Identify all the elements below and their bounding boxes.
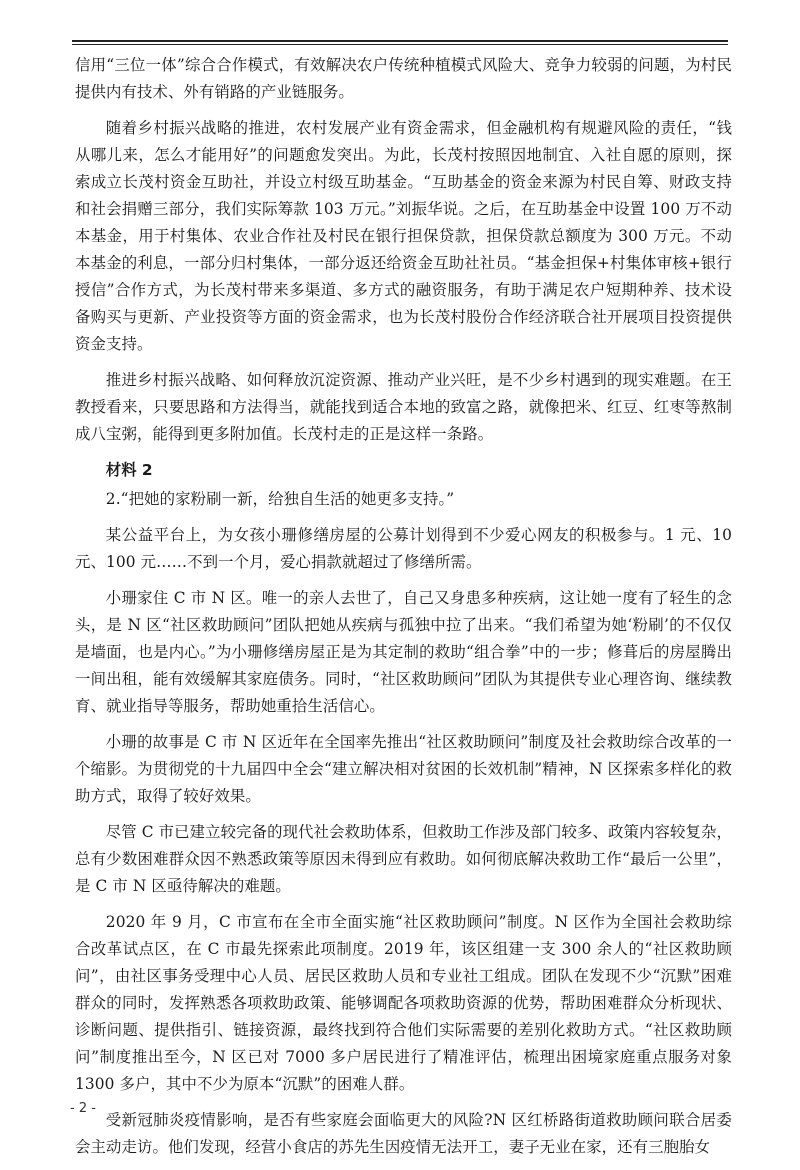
paragraph-4: 2.“把她的家粉刷一新，给独自生活的她更多支持。”	[105, 490, 455, 508]
paragraph-10: 受新冠肺炎疫情影响，是否有些家庭会面临更大的风险?N 区红桥路街道救助顾问联合居委会主动走访。他们发现，经营小食店的苏先生因疫情无法开工，妻子无业在家，还有三胞胎女	[75, 1111, 732, 1156]
paragraph-1: 信用“三位一体”综合合作模式，有效解决农户传统种植模式风险大、竞争力较弱的问题，为村民提供内有技术、外有销路的产业链服务。	[75, 56, 732, 101]
paragraph-8: 尽管 C 市已建立较完备的现代社会救助体系，但救助工作涉及部门较多、政策内容较复杂，总有少数困难群众因不熟悉政策等原因未得到应有救助。如何彻底解决救助工作“最后一公里”，是 C 市 N 区亟待解决的难题。	[75, 823, 732, 895]
material-2-heading: 材料 2	[105, 461, 153, 479]
page-number: - 2 -	[70, 1101, 96, 1116]
paragraph-6: 小珊家住 C 市 N 区。唯一的亲人去世了，自己又身患多种疾病，这让她一度有了轻生的念头，是 N 区“社区救助顾问”团队把她从疾病与孤独中拉了出来。“我们希望为她‘粉刷’的不仅仅是墙面，也是内心。”为小珊修缮房屋正是为其定制的救助“组合拳”中的一步；修葺后的房屋腾出一间出租，能有效缓解其家庭债务。同时，“社区救助顾问”团队为其提供专业心理咨询、继续教育、就业指导等服务，帮助她重拾生活信心。	[75, 589, 732, 715]
header-rule	[72, 40, 728, 42]
paragraph-9: 2020 年 9 月，C 市宣布在全市全面实施“社区救助顾问”制度。N 区作为全国社会救助综合改革试点区，在 C 市最先探索此项制度。2019 年，该区组建一支 300 余人的“社区救助顾问”，由社区事务受理中心人员、居民区救助人员和专业社工组成。团队在发现不少“沉默”困难群众的同时，发挥熟悉各项救助政策、能够调配各项救助资源的优势，帮助困难群众分析现状、诊断问题、提供指引、链接资源，最终找到符合他们实际需要的差别化救助方式。“社区救助顾问”制度推出至今，N 区已对 7000 多户居民进行了精准评估，梳理出困境家庭重点服务对象 1300 多户，其中不少为原本“沉默”的困难人群。	[75, 913, 732, 1093]
paragraph-2: 随着乡村振兴战略的推进，农村发展产业有资金需求，但金融机构有规避风险的责任，“钱从哪儿来，怎么才能用好”的问题愈发突出。为此，长茂村按照因地制宜、入社自愿的原则，探索成立长茂村资金互助社，并设立村级互助基金。“互助基金的资金来源为村民自筹、财政支持和社会捐赠三部分，我们实际筹款 103 万元。”刘振华说。之后，在互助基金中设置 100 万不动本基金，用于村集体、农业合作社及村民在银行担保贷款，担保贷款总额度为 300 万元。不动本基金的利息，一部分归村集体，一部分返还给资金互助社社员。“基金担保+村集体审核+银行授信”合作方式，为长茂村带来多渠道、多方式的融资服务，有助于满足农户短期种养、技术设备购买与更新、产业投资等方面的资金需求，也为长茂村股份合作经济联合社开展项目投资提供资金支持。	[75, 119, 732, 353]
paragraph-3: 推进乡村振兴战略、如何释放沉淀资源、推动产业兴旺，是不少乡村遇到的现实难题。在王教授看来，只要思路和方法得当，就能找到适合本地的致富之路，就像把米、红豆、红枣等熬制成八宝粥，能得到更多附加值。长茂村走的正是这样一条路。	[75, 371, 732, 443]
paragraph-5: 某公益平台上，为女孩小珊修缮房屋的公募计划得到不少爱心网友的积极参与。1 元、10 元、100 元……不到一个月，爱心捐款就超过了修缮所需。	[75, 526, 732, 571]
document-body	[75, 52, 732, 1170]
paragraph-7: 小珊的故事是 C 市 N 区近年在全国率先推出“社区救助顾问”制度及社会救助综合改革的一个缩影。为贯彻党的十九届四中全会“建立解决相对贫困的长效机制”精神，N 区探索多样化的救助方式，取得了较好效果。	[75, 733, 732, 805]
